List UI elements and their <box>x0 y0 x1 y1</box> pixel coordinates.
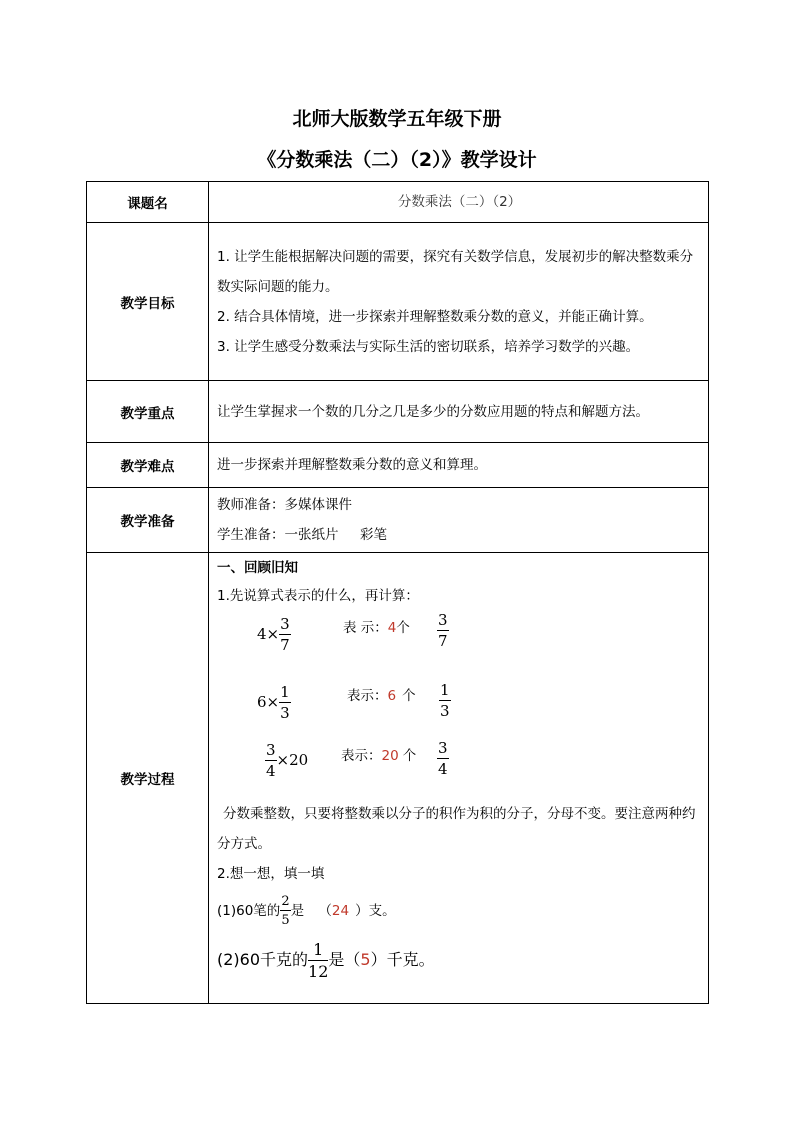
answer-count: 20 <box>381 748 399 764</box>
process-cell <box>209 553 709 1004</box>
expression <box>257 685 291 721</box>
topic-value: 分数乘法（二）（2） <box>209 182 709 223</box>
fraction-numerator: 1 <box>440 681 450 699</box>
prep-teacher: 教师准备：多媒体课件 <box>217 497 352 513</box>
expr-left: 4× <box>257 625 280 643</box>
goal-item: 3. 让学生感受分数乘法与实际生活的密切联系，培养学习数学的兴趣。 <box>217 338 640 355</box>
fraction-denominator: 4 <box>266 762 276 780</box>
fraction-denominator: 3 <box>280 704 290 722</box>
prep-student: 学生准备：一张纸片 彩笔 <box>217 527 387 543</box>
fraction-numerator: 3 <box>280 615 290 633</box>
table-row <box>87 443 709 488</box>
key-label: 教学重点 <box>87 381 209 443</box>
unit: 个 <box>402 688 416 704</box>
fraction <box>279 685 291 721</box>
fill-answer: 5 <box>360 950 371 969</box>
fraction-numerator: 3 <box>438 739 448 757</box>
meaning <box>343 613 410 643</box>
fill-item-1 <box>217 889 702 933</box>
fraction-numerator: 1 <box>308 942 328 961</box>
question-1: 1.先说算式表示的什么，再计算： <box>217 588 419 604</box>
fraction <box>308 939 329 981</box>
topic-label: 课题名 <box>87 182 209 223</box>
fraction-numerator: 3 <box>438 611 448 629</box>
fill-text: 是（ <box>328 950 361 969</box>
question-2: 2.想一想，填一填 <box>217 866 325 882</box>
unit: 个 <box>396 620 410 636</box>
fraction-denominator: 12 <box>308 961 329 981</box>
lesson-plan-table <box>86 181 709 1004</box>
rule-text: 分数乘整数，只要将整数乘以分子的积作为积的分子，分母不变。要注意两种约分方式。 <box>217 806 696 852</box>
answer-count: 4 <box>387 620 397 636</box>
fill-text: 是 <box>290 903 305 919</box>
fraction-numerator: 3 <box>266 741 276 759</box>
table-row <box>87 182 709 223</box>
meaning <box>347 681 416 711</box>
table-row <box>87 488 709 553</box>
unit: 个 <box>402 748 417 764</box>
key-text: 让学生掌握求一个数的几分之几是多少的分数应用题的特点和解题方法。 <box>209 381 709 443</box>
goals-label: 教学目标 <box>87 223 209 381</box>
fraction-numerator: 2 <box>281 894 290 909</box>
expression-row <box>217 611 702 671</box>
expression-row <box>217 737 702 799</box>
meaning-label: 表 示： <box>343 620 388 636</box>
meaning-label: 表示： <box>347 688 388 704</box>
meaning-fraction <box>437 613 449 649</box>
expression-row <box>217 671 702 737</box>
process-label: 教学过程 <box>87 553 209 1004</box>
meaning-label: 表示： <box>341 748 382 764</box>
prep-label: 教学准备 <box>87 488 209 553</box>
meaning <box>341 741 416 771</box>
table-row <box>87 553 709 1004</box>
meaning-fraction <box>439 683 451 719</box>
doc-subtitle: 《分数乘法（二）（2）》教学设计 <box>257 149 537 171</box>
prep-cell <box>209 488 709 553</box>
fraction-denominator: 4 <box>438 760 448 778</box>
expression <box>257 617 291 653</box>
section-heading: 一、回顾旧知 <box>217 560 298 576</box>
fraction <box>265 743 277 779</box>
expr-right: ×20 <box>276 751 309 769</box>
difficulty-text: 进一步探索并理解整数乘分数的意义和算理。 <box>209 443 709 488</box>
table-row <box>87 223 709 381</box>
fraction <box>280 895 290 927</box>
fill-text: ）千克。 <box>370 950 435 969</box>
fill-text: ）支。 <box>355 903 396 919</box>
meaning-fraction <box>437 741 449 777</box>
goals-cell <box>209 223 709 381</box>
fill-text: (1)60笔的 <box>217 903 281 919</box>
goal-item: 2. 结合具体情境，进一步探索并理解整数乘分数的意义，并能正确计算。 <box>217 308 653 325</box>
answer-count: 6 <box>387 688 397 704</box>
fraction-denominator: 7 <box>438 632 448 650</box>
fraction-denominator: 5 <box>281 913 290 928</box>
difficulty-label: 教学难点 <box>87 443 209 488</box>
fraction <box>279 617 291 653</box>
fill-item-2 <box>217 933 702 987</box>
fill-text: (2)60千克的 <box>217 950 309 969</box>
fraction-numerator: 1 <box>280 683 290 701</box>
goal-item: 1. 让学生能根据解决问题的需要，探究有关数学信息，发展初步的解决整数乘分数实际问题的能力。 <box>217 248 694 295</box>
doc-title: 北师大版数学五年级下册 <box>292 108 502 130</box>
fraction-denominator: 7 <box>280 636 290 654</box>
table-row <box>87 381 709 443</box>
fill-bracket: （ <box>318 903 332 919</box>
fraction-denominator: 3 <box>440 702 450 720</box>
expression <box>265 743 308 779</box>
fill-answer: 24 <box>331 903 350 919</box>
expr-left: 6× <box>257 693 280 711</box>
